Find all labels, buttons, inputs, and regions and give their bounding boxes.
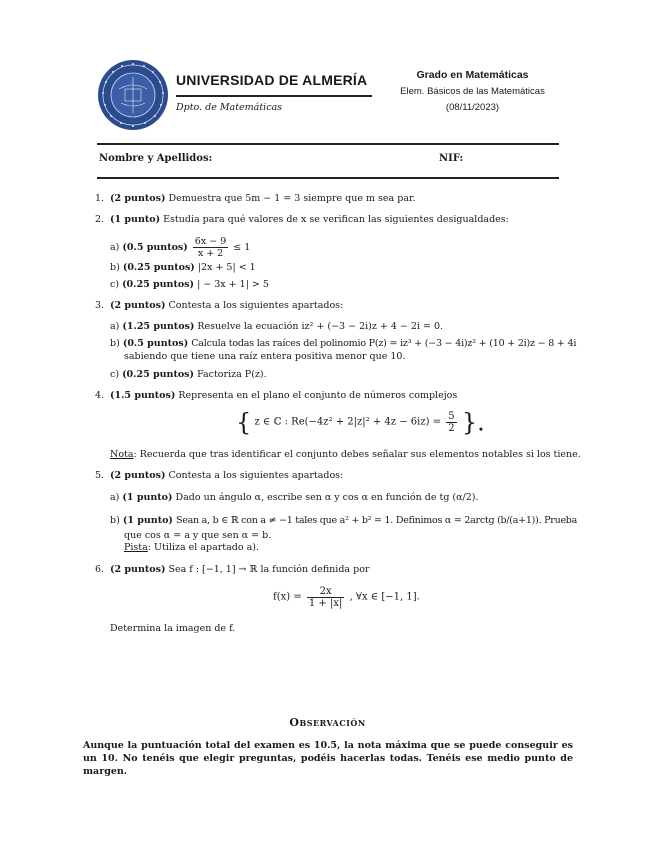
question-2a-numerator: 6x − 9: [194, 236, 227, 247]
question-4-number: 4.: [95, 390, 105, 401]
divider-bottom: [97, 177, 559, 179]
brace-close-icon: }.: [461, 408, 485, 437]
question-5a-text: Dado un ángulo α, escribe sen α y cos α en función de tg (α/2).: [175, 492, 479, 503]
subject-name: Elem. Básicos de las Matemáticas: [400, 86, 545, 97]
divider-top: [97, 143, 559, 145]
question-4-numerator: 5: [448, 411, 455, 422]
question-6-text: Sea f : [−1, 1] → ℝ la función definida por: [168, 564, 370, 575]
question-6-formula: [273, 586, 420, 609]
question-3a-text: Resuelve la ecuación iz² + (−3 − 2i)z + 4 − 2i = 0.: [197, 321, 444, 332]
question-3b-label: b): [110, 338, 120, 349]
question-2c-label: c): [110, 279, 120, 290]
question-2b: [110, 262, 256, 274]
question-3-points: (2 puntos): [110, 300, 166, 311]
question-2a-points: (0.5 puntos): [122, 242, 188, 253]
question-4-formula: [236, 408, 485, 437]
question-2b-text: |2x + 5| < 1: [197, 262, 256, 273]
question-3a-points: (1.25 puntos): [122, 321, 195, 332]
question-1-points: (2 puntos): [110, 193, 166, 204]
question-5b: [110, 515, 577, 527]
question-5a: [110, 492, 479, 504]
question-6-denominator: 1 + |x|: [308, 598, 343, 609]
question-5: [110, 470, 343, 482]
note-label: Nota: [110, 449, 134, 460]
name-field-label: Nombre y Apellidos:: [99, 153, 213, 164]
question-1: [110, 193, 416, 205]
question-6-lhs: f(x) =: [273, 591, 302, 603]
university-name: UNIVERSIDAD DE ALMERÍA: [176, 72, 368, 88]
question-6-points: (2 puntos): [110, 564, 166, 575]
question-5b-hint: [124, 542, 259, 554]
question-2c-points: (0.25 puntos): [122, 279, 195, 290]
question-3-number: 3.: [95, 300, 105, 311]
observation-text: Aunque la puntuación total del examen es 10.5, la nota máxima que se puede conseguir es un 10. No tenéis que elegir preguntas, podéis hacerlas todas. Tenéis ese medio punto de margen.: [83, 740, 573, 777]
question-2b-label: b): [110, 262, 120, 273]
question-3b-points: (0.5 puntos): [122, 338, 189, 349]
question-6-number: 6.: [95, 564, 105, 575]
question-5b-points: (1 punto): [122, 515, 173, 526]
question-1-number: 1.: [95, 193, 105, 204]
question-3c: [110, 369, 267, 381]
question-2c: [110, 279, 269, 291]
observation-title: Observación: [289, 716, 366, 729]
question-2a: [110, 236, 250, 259]
question-5-number: 5.: [95, 470, 105, 481]
question-6-numerator: 2x: [307, 586, 344, 598]
question-3c-text: Factoriza P(z).: [197, 369, 267, 380]
nif-field-label: NIF:: [439, 153, 464, 164]
question-3a-label: a): [110, 321, 120, 332]
brace-open-icon: {: [236, 408, 252, 437]
question-2-text: Estudia para qué valores de x se verifican las siguientes desigualdades:: [163, 214, 509, 225]
question-4: [110, 390, 457, 402]
question-3b-text: Calcula todas las raíces del polinomio P(z) = iz³ + (−3 − 4i)z² + (10 + 2i)z − 8 + 4i: [191, 338, 577, 349]
question-4-fraction: [446, 411, 456, 434]
question-2a-relation: ≤ 1: [233, 242, 251, 253]
question-3: [110, 300, 343, 312]
question-6-rhs: , ∀x ∈ [−1, 1].: [349, 591, 420, 603]
department: Dpto. de Matemáticas: [176, 102, 283, 113]
question-2a-fraction: [193, 236, 228, 259]
question-2-points: (1 punto): [110, 214, 161, 225]
question-6-closing: Determina la imagen de f.: [110, 623, 236, 634]
question-5b-label: b): [110, 515, 120, 526]
title-rule: [176, 95, 372, 97]
question-2a-denominator: x + 2: [197, 248, 224, 259]
question-3c-label: c): [110, 369, 120, 380]
question-4-formula-text: z ∈ ℂ : Re(−4z² + 2|z|² + 4z − 6iz) =: [254, 416, 442, 428]
question-5a-label: a): [110, 492, 120, 503]
question-3b: [110, 338, 576, 350]
question-6-fraction: [307, 586, 344, 609]
question-4-points: (1.5 puntos): [110, 390, 176, 401]
exam-date: (08/11/2023): [445, 102, 500, 113]
question-4-text: Representa en el plano el conjunto de números complejos: [178, 390, 458, 401]
university-seal-icon: [97, 59, 169, 131]
question-3a: [110, 321, 443, 333]
question-3b-continuation: sabiendo que tiene una raíz entera positiva menor que 10.: [124, 351, 406, 362]
hint-text: : Utiliza el apartado a).: [147, 542, 259, 553]
question-2a-label: a): [110, 242, 120, 253]
note-text: : Recuerda que tras identificar el conjunto debes señalar sus elementos notables si los tiene.: [133, 449, 581, 460]
question-5b-continuation: que cos α = a y que sen α = b.: [124, 530, 272, 541]
question-4-denominator: 2: [448, 423, 455, 434]
question-6: [110, 564, 369, 576]
hint-label: Pista: [124, 542, 148, 553]
question-2-number: 2.: [95, 214, 105, 225]
question-5b-text: Sean a, b ∈ ℝ con a ≠ −1 tales que a² + b² = 1. Definimos α = 2arctg (b/(a+1)). Prueba: [175, 515, 578, 526]
question-5-points: (2 puntos): [110, 470, 166, 481]
question-2: [110, 214, 509, 226]
question-3-text: Contesta a los siguientes apartados:: [168, 300, 344, 311]
question-5a-points: (1 punto): [122, 492, 173, 503]
question-3c-points: (0.25 puntos): [122, 369, 195, 380]
question-1-text: Demuestra que 5m − 1 = 3 siempre que m sea par.: [168, 193, 416, 204]
question-4-note: [110, 449, 581, 461]
question-5-text: Contesta a los siguientes apartados:: [168, 470, 344, 481]
question-2b-points: (0.25 puntos): [122, 262, 195, 273]
degree-name: Grado en Matemáticas: [416, 69, 529, 81]
question-2c-text: | − 3x + 1| > 5: [197, 279, 269, 290]
